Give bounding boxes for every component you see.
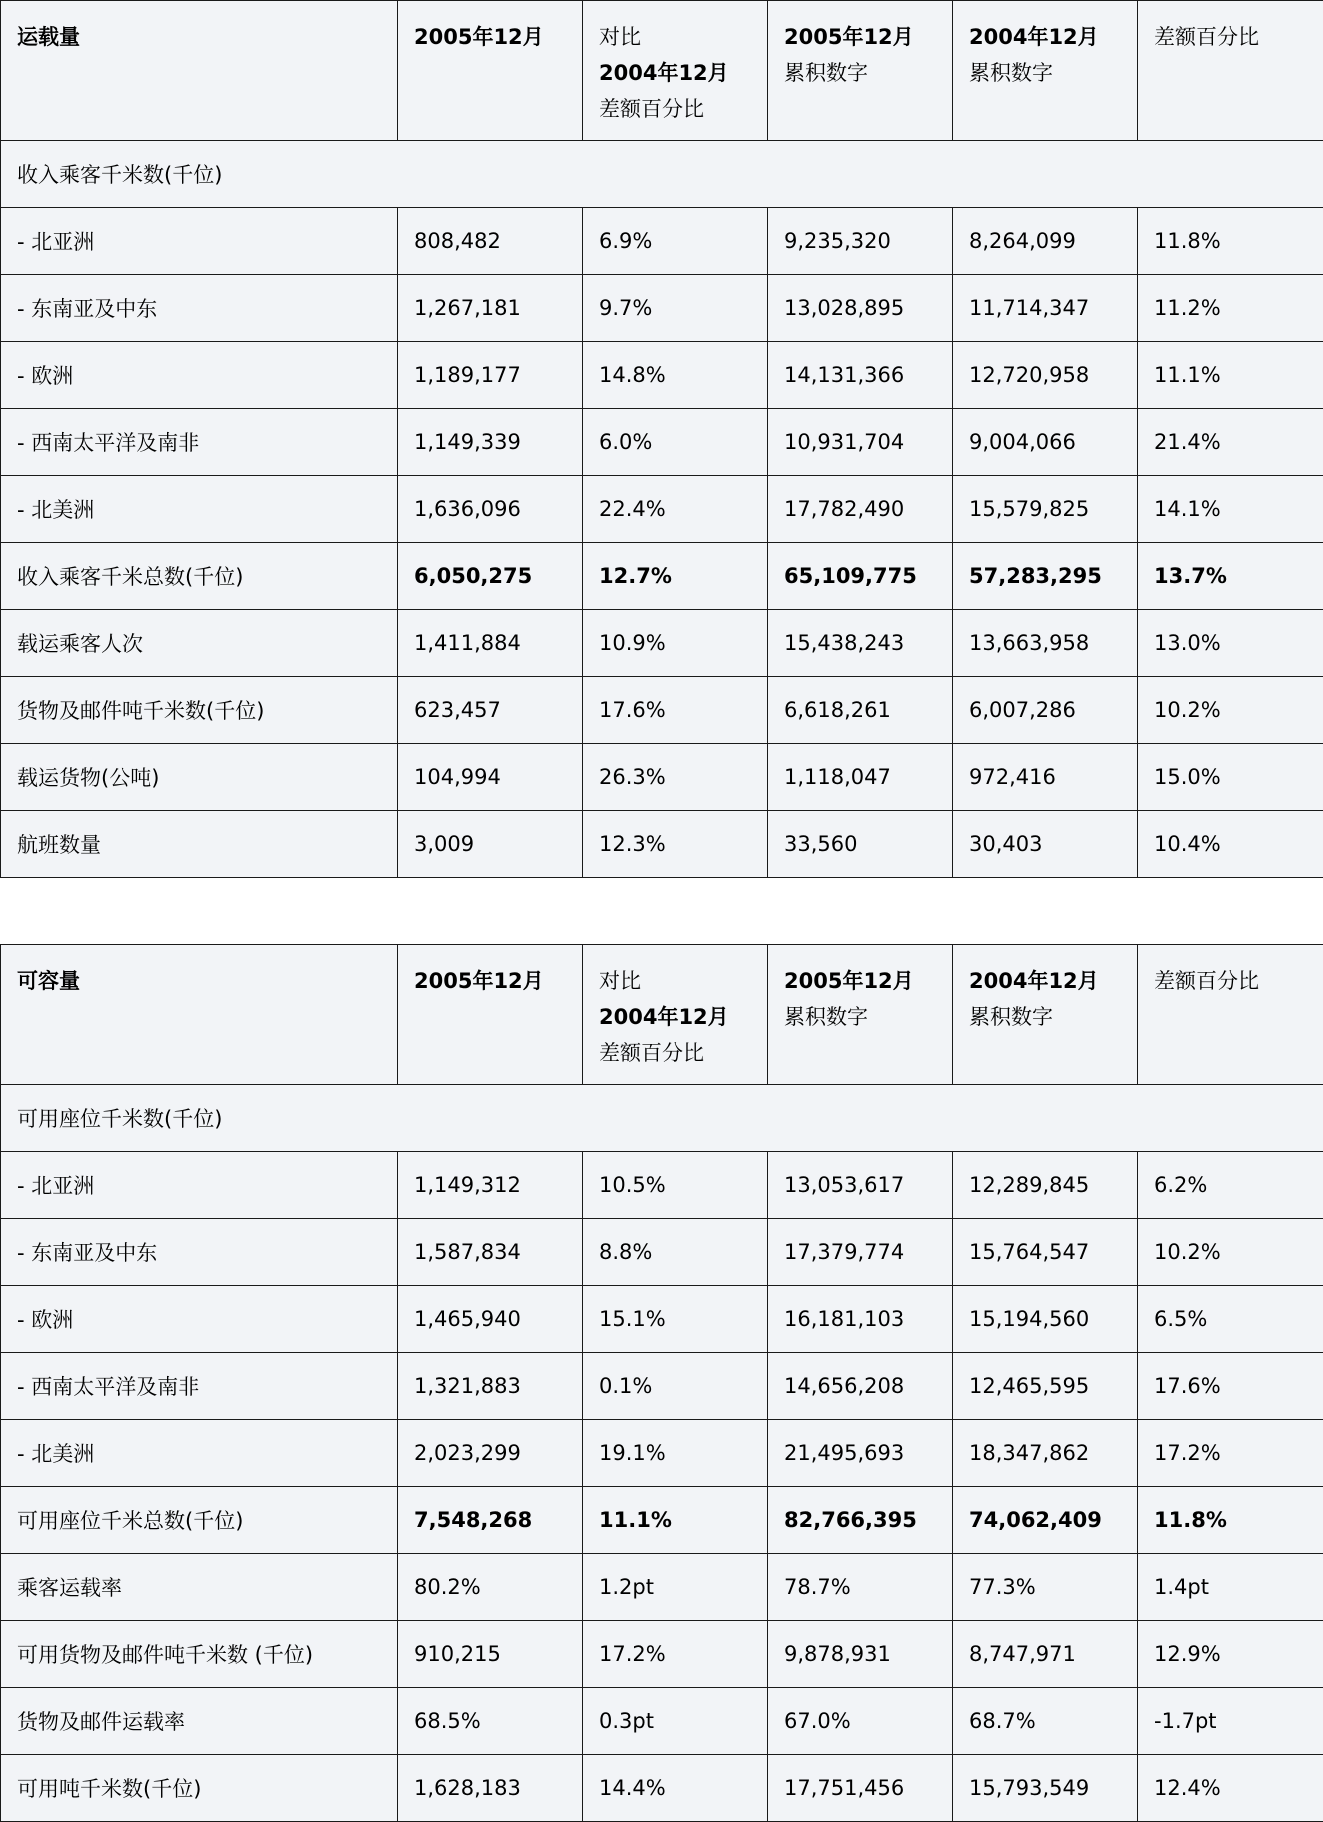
table-row xyxy=(1,208,1323,275)
table-cell: 0.1% xyxy=(583,1353,768,1420)
table-cell: 104,994 xyxy=(398,744,583,811)
table-cell: 14.8% xyxy=(583,342,768,409)
header-text: 运载量 xyxy=(17,25,80,49)
table-cell: 1.4pt xyxy=(1138,1554,1323,1621)
header-text: 对比 xyxy=(599,25,641,49)
table-cell: 6,050,275 xyxy=(398,543,583,610)
header-row xyxy=(1,1,1323,141)
table-cell: 12.9% xyxy=(1138,1621,1323,1688)
header-cell xyxy=(953,1,1138,141)
table-cell: 15,438,243 xyxy=(768,610,953,677)
table-cell: 9.7% xyxy=(583,275,768,342)
table-row xyxy=(1,1755,1323,1822)
table-cell: 15.0% xyxy=(1138,744,1323,811)
table-cell: 82,766,395 xyxy=(768,1487,953,1554)
table-cell: 17.6% xyxy=(1138,1353,1323,1420)
table-cell: 13.7% xyxy=(1138,543,1323,610)
table-row xyxy=(1,744,1323,811)
table-cell: 10,931,704 xyxy=(768,409,953,476)
table-row xyxy=(1,610,1323,677)
header-text: 差额百分比 xyxy=(1154,969,1259,993)
header-text: 差额百分比 xyxy=(599,1041,704,1065)
table-row xyxy=(1,543,1323,610)
header-text: 累积数字 xyxy=(784,1005,868,1029)
table-spacer xyxy=(0,878,1323,944)
table-cell: 9,878,931 xyxy=(768,1621,953,1688)
table-cell: 0.3pt xyxy=(583,1688,768,1755)
header-text: 2005年12月 xyxy=(414,969,544,993)
table-cell: 6.2% xyxy=(1138,1152,1323,1219)
row-label: 载运货物(公吨) xyxy=(1,744,398,811)
table-cell: -1.7pt xyxy=(1138,1688,1323,1755)
header-text: 差额百分比 xyxy=(1154,25,1259,49)
row-label: 航班数量 xyxy=(1,811,398,878)
header-cell xyxy=(953,945,1138,1085)
table-cell: 10.5% xyxy=(583,1152,768,1219)
table-cell: 10.2% xyxy=(1138,677,1323,744)
row-label: - 北亚洲 xyxy=(1,1152,398,1219)
table-cell: 6,618,261 xyxy=(768,677,953,744)
table-row xyxy=(1,476,1323,543)
header-cell xyxy=(398,1,583,141)
table-cell: 12,465,595 xyxy=(953,1353,1138,1420)
table-cell: 13.0% xyxy=(1138,610,1323,677)
row-label: - 东南亚及中东 xyxy=(1,275,398,342)
table-row xyxy=(1,1286,1323,1353)
table-cell: 17,782,490 xyxy=(768,476,953,543)
table-cell: 68.7% xyxy=(953,1688,1138,1755)
row-label: 货物及邮件运载率 xyxy=(1,1688,398,1755)
header-cell xyxy=(583,1,768,141)
header-cell xyxy=(1138,945,1323,1085)
header-text: 2004年12月 xyxy=(599,1005,729,1029)
row-label: - 欧洲 xyxy=(1,342,398,409)
table-cell: 6.9% xyxy=(583,208,768,275)
table-cell: 1,118,047 xyxy=(768,744,953,811)
row-label: 乘客运载率 xyxy=(1,1554,398,1621)
table-cell: 10.2% xyxy=(1138,1219,1323,1286)
table-cell: 13,028,895 xyxy=(768,275,953,342)
row-label: 可用货物及邮件吨千米数 (千位) xyxy=(1,1621,398,1688)
header-text: 差额百分比 xyxy=(599,97,704,121)
table-cell: 623,457 xyxy=(398,677,583,744)
table-cell: 1,149,339 xyxy=(398,409,583,476)
table-row xyxy=(1,409,1323,476)
row-label: 可用吨千米数(千位) xyxy=(1,1755,398,1822)
table-cell: 12.4% xyxy=(1138,1755,1323,1822)
table-row xyxy=(1,1353,1323,1420)
table-cell: 13,053,617 xyxy=(768,1152,953,1219)
table-cell: 1,587,834 xyxy=(398,1219,583,1286)
table-cell: 57,283,295 xyxy=(953,543,1138,610)
table-cell: 8.8% xyxy=(583,1219,768,1286)
table-cell: 3,009 xyxy=(398,811,583,878)
table-cell: 77.3% xyxy=(953,1554,1138,1621)
table-cell: 12,720,958 xyxy=(953,342,1138,409)
row-label: - 西南太平洋及南非 xyxy=(1,1353,398,1420)
table-cell: 6.5% xyxy=(1138,1286,1323,1353)
row-label: 载运乘客人次 xyxy=(1,610,398,677)
row-label: - 西南太平洋及南非 xyxy=(1,409,398,476)
table-cell: 12.7% xyxy=(583,543,768,610)
table-cell: 972,416 xyxy=(953,744,1138,811)
table-row xyxy=(1,1621,1323,1688)
table-cell: 65,109,775 xyxy=(768,543,953,610)
header-text: 2005年12月 xyxy=(784,25,914,49)
table-cell: 1,149,312 xyxy=(398,1152,583,1219)
table-cell: 30,403 xyxy=(953,811,1138,878)
row-label: 货物及邮件吨千米数(千位) xyxy=(1,677,398,744)
table-cell: 11.8% xyxy=(1138,208,1323,275)
table-cell: 14,131,366 xyxy=(768,342,953,409)
table-cell: 15.1% xyxy=(583,1286,768,1353)
row-label: - 北亚洲 xyxy=(1,208,398,275)
table-row xyxy=(1,811,1323,878)
table-cell: 2,023,299 xyxy=(398,1420,583,1487)
table-cell: 14.1% xyxy=(1138,476,1323,543)
header-text: 2004年12月 xyxy=(599,61,729,85)
table-cell: 13,663,958 xyxy=(953,610,1138,677)
table-cell: 11.2% xyxy=(1138,275,1323,342)
table-row xyxy=(1,1152,1323,1219)
table-cell: 1,628,183 xyxy=(398,1755,583,1822)
table-row xyxy=(1,1420,1323,1487)
table-row xyxy=(1,677,1323,744)
header-cell xyxy=(583,945,768,1085)
table-cell: 17.2% xyxy=(583,1621,768,1688)
table-cell: 7,548,268 xyxy=(398,1487,583,1554)
capacity-table xyxy=(0,944,1323,1822)
table-cell: 17,379,774 xyxy=(768,1219,953,1286)
table-cell: 11.8% xyxy=(1138,1487,1323,1554)
table-cell: 15,764,547 xyxy=(953,1219,1138,1286)
table-cell: 14.4% xyxy=(583,1755,768,1822)
header-cell xyxy=(768,945,953,1085)
table-cell: 68.5% xyxy=(398,1688,583,1755)
table-cell: 78.7% xyxy=(768,1554,953,1621)
table-cell: 12.3% xyxy=(583,811,768,878)
table-cell: 910,215 xyxy=(398,1621,583,1688)
table-cell: 11,714,347 xyxy=(953,275,1138,342)
table-cell: 26.3% xyxy=(583,744,768,811)
table-cell: 33,560 xyxy=(768,811,953,878)
header-cell xyxy=(1,1,398,141)
section-row xyxy=(1,1085,1323,1152)
table-cell: 17.2% xyxy=(1138,1420,1323,1487)
table-cell: 9,235,320 xyxy=(768,208,953,275)
row-label: - 欧洲 xyxy=(1,1286,398,1353)
table-cell: 15,793,549 xyxy=(953,1755,1138,1822)
header-text: 累积数字 xyxy=(969,61,1053,85)
header-text: 2005年12月 xyxy=(414,25,544,49)
table-cell: 67.0% xyxy=(768,1688,953,1755)
table-cell: 15,194,560 xyxy=(953,1286,1138,1353)
header-text: 对比 xyxy=(599,969,641,993)
table-row xyxy=(1,1688,1323,1755)
table-cell: 1,636,096 xyxy=(398,476,583,543)
table-cell: 10.9% xyxy=(583,610,768,677)
header-text: 累积数字 xyxy=(784,61,868,85)
table-cell: 1,267,181 xyxy=(398,275,583,342)
table-row xyxy=(1,1219,1323,1286)
table-cell: 12,289,845 xyxy=(953,1152,1138,1219)
table-cell: 10.4% xyxy=(1138,811,1323,878)
header-cell xyxy=(1,945,398,1085)
table-cell: 21,495,693 xyxy=(768,1420,953,1487)
table-cell: 80.2% xyxy=(398,1554,583,1621)
table-cell: 16,181,103 xyxy=(768,1286,953,1353)
table-cell: 6.0% xyxy=(583,409,768,476)
header-text: 2004年12月 xyxy=(969,25,1099,49)
table-cell: 1,321,883 xyxy=(398,1353,583,1420)
section-label: 收入乘客千米数(千位) xyxy=(1,141,1323,208)
row-label: 收入乘客千米总数(千位) xyxy=(1,543,398,610)
table-cell: 9,004,066 xyxy=(953,409,1138,476)
header-text: 可容量 xyxy=(17,969,80,993)
table-cell: 11.1% xyxy=(1138,342,1323,409)
table-cell: 1,189,177 xyxy=(398,342,583,409)
section-row xyxy=(1,141,1323,208)
header-text: 累积数字 xyxy=(969,1005,1053,1029)
table-cell: 11.1% xyxy=(583,1487,768,1554)
section-label: 可用座位千米数(千位) xyxy=(1,1085,1323,1152)
table-cell: 17.6% xyxy=(583,677,768,744)
table-row xyxy=(1,275,1323,342)
table-cell: 18,347,862 xyxy=(953,1420,1138,1487)
header-text: 2005年12月 xyxy=(784,969,914,993)
table-cell: 1.2pt xyxy=(583,1554,768,1621)
table-cell: 1,465,940 xyxy=(398,1286,583,1353)
table-cell: 8,747,971 xyxy=(953,1621,1138,1688)
table-cell: 17,751,456 xyxy=(768,1755,953,1822)
table-cell: 19.1% xyxy=(583,1420,768,1487)
row-label: - 东南亚及中东 xyxy=(1,1219,398,1286)
table-row xyxy=(1,342,1323,409)
row-label: 可用座位千米总数(千位) xyxy=(1,1487,398,1554)
header-cell xyxy=(398,945,583,1085)
header-row xyxy=(1,945,1323,1085)
header-cell xyxy=(768,1,953,141)
table-cell: 15,579,825 xyxy=(953,476,1138,543)
table-cell: 808,482 xyxy=(398,208,583,275)
row-label: - 北美洲 xyxy=(1,1420,398,1487)
row-label: - 北美洲 xyxy=(1,476,398,543)
traffic-table xyxy=(0,0,1323,878)
table-cell: 1,411,884 xyxy=(398,610,583,677)
table-cell: 14,656,208 xyxy=(768,1353,953,1420)
table-row xyxy=(1,1487,1323,1554)
table-cell: 21.4% xyxy=(1138,409,1323,476)
table-cell: 22.4% xyxy=(583,476,768,543)
header-cell xyxy=(1138,1,1323,141)
table-row xyxy=(1,1554,1323,1621)
table-cell: 6,007,286 xyxy=(953,677,1138,744)
header-text: 2004年12月 xyxy=(969,969,1099,993)
table-cell: 74,062,409 xyxy=(953,1487,1138,1554)
table-cell: 8,264,099 xyxy=(953,208,1138,275)
